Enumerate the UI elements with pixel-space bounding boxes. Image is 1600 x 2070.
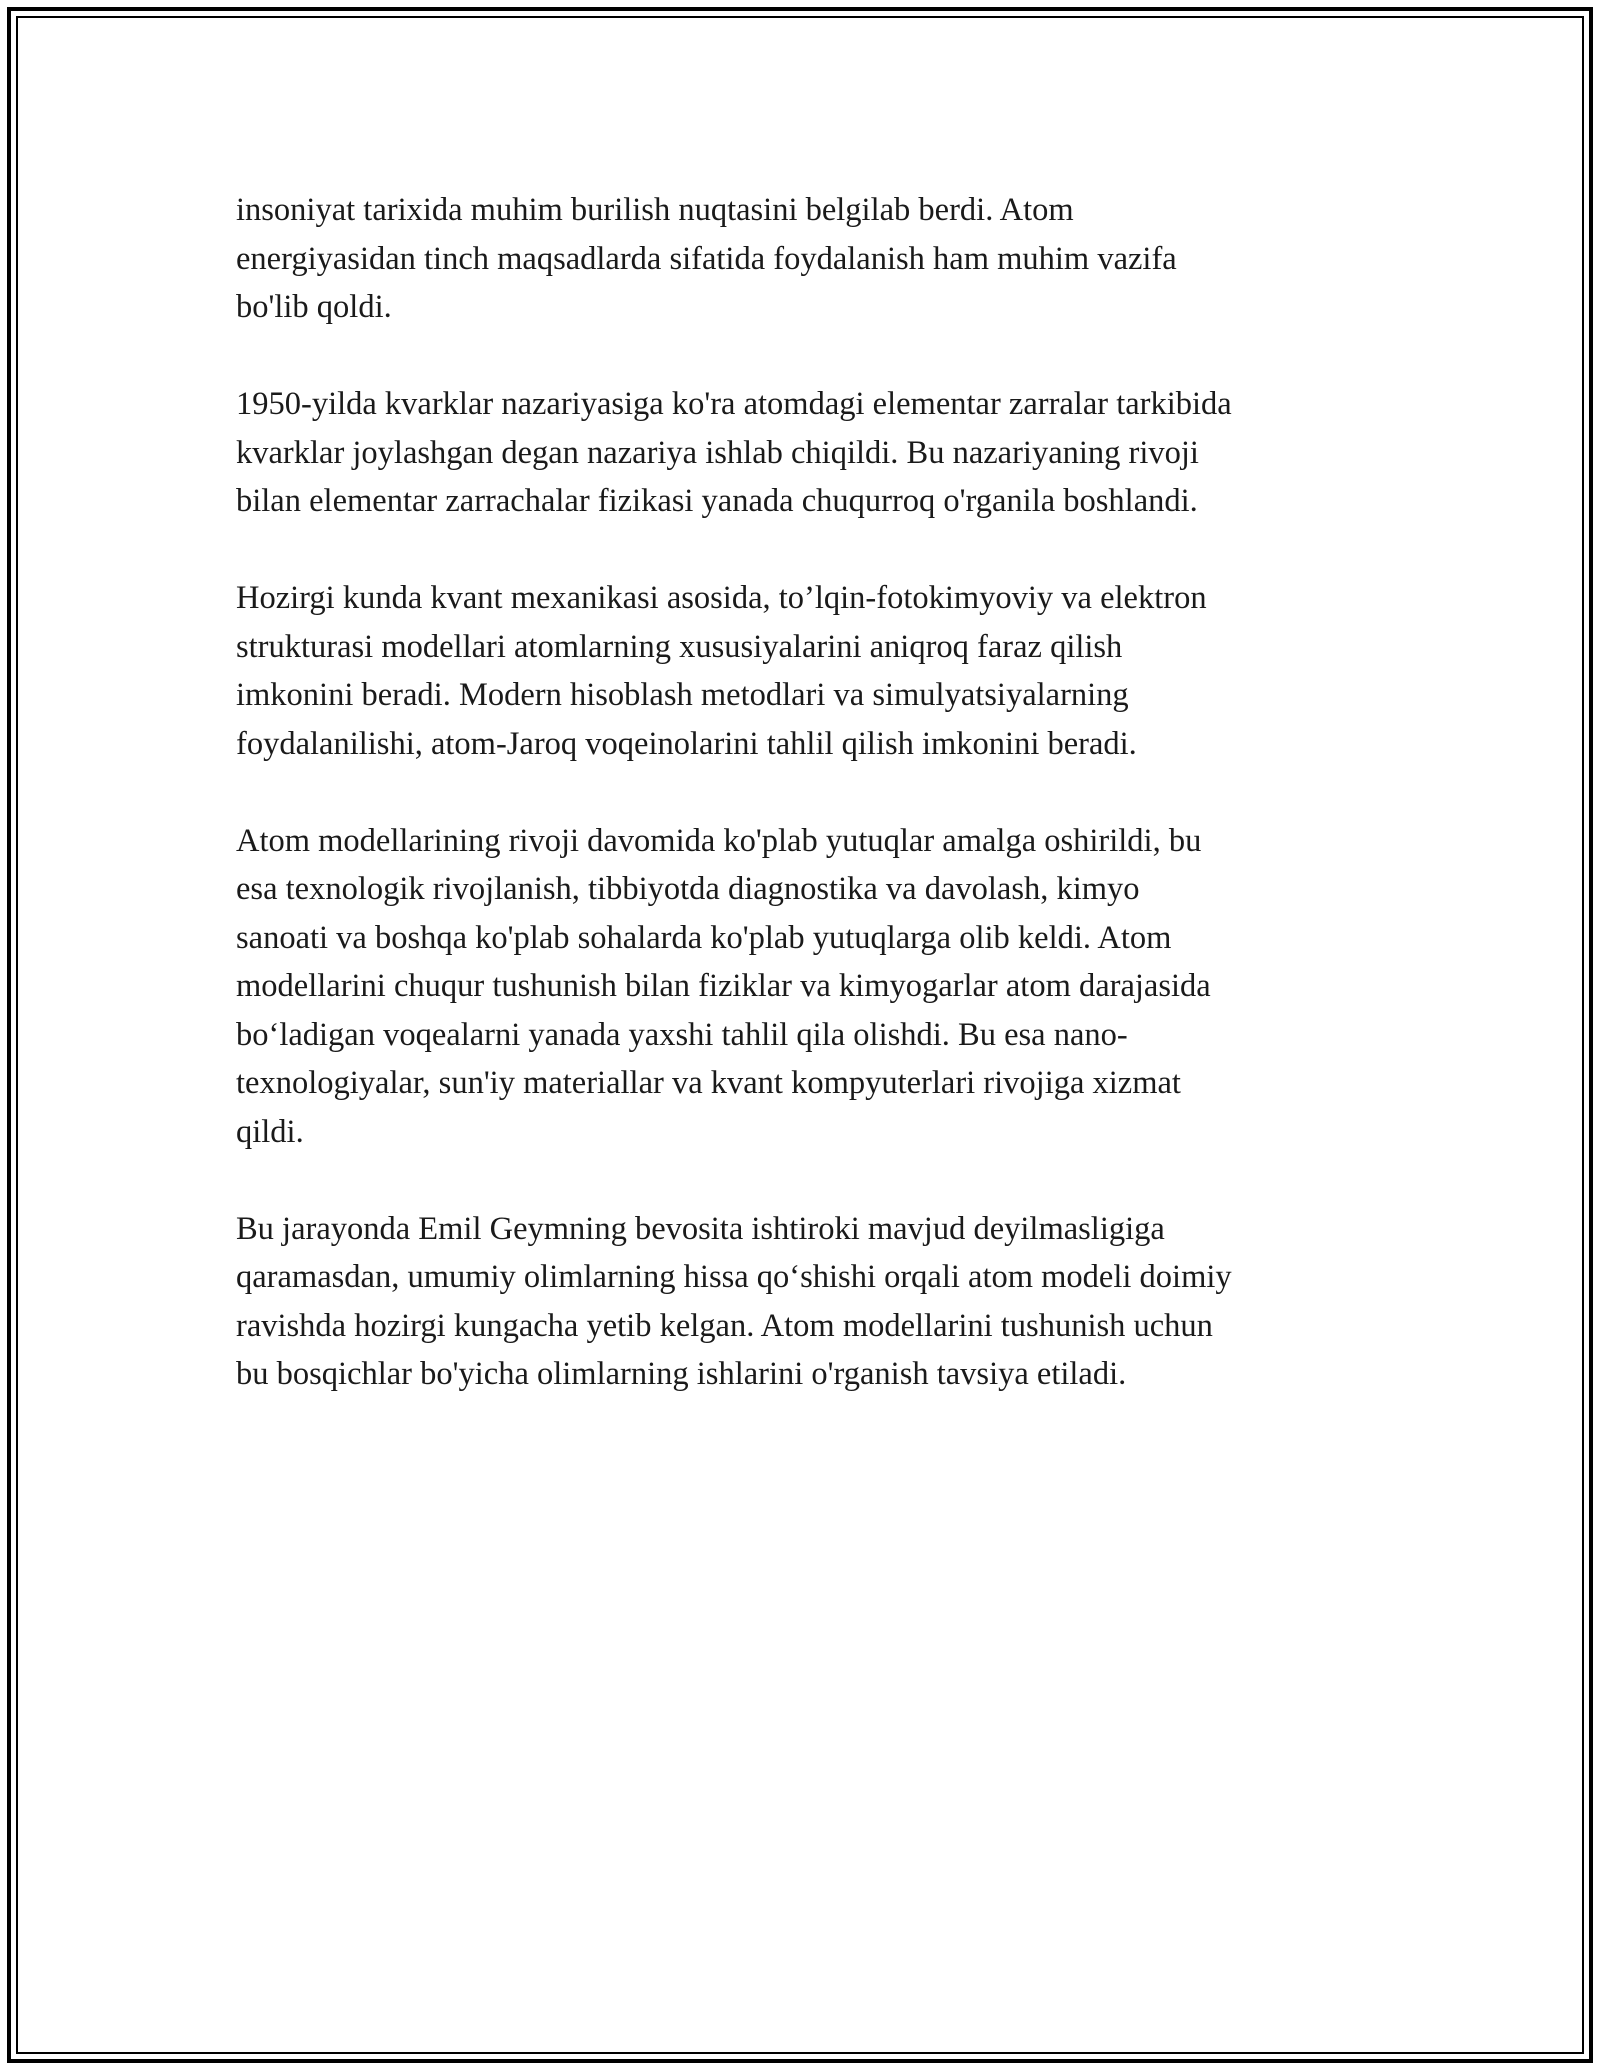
paragraph-2: 1950-yilda kvarklar nazariyasiga ko'ra atomdagi elementar zarralar tarkibida kvarklar joylashgan degan nazariya ishlab chiqildi. Bu nazariyaning rivoji bilan elementar zarrachalar fizikasi yanada chuqurroq o'rganila boshlandi.: [236, 386, 1232, 519]
paragraph-4: Atom modellarining rivoji davomida ko'plab yutuqlar amalga oshirildi, bu esa texnologik rivojlanish, tibbiyotda diagnostika va davolash, kimyo sanoati va boshqa ko'plab sohalarda ko'plab yutuqlarga olib keldi. Atom modellarini chuqur tushunish bilan fiziklar va kimyogarlar atom darajasida bo‘ladigan voqealarni yanada yaxshi tahlil qila olishdi. Bu esa nano- texnologiyalar, sun'iy materiallar va kvant kompyuterlari rivojiga xizmat qildi.: [236, 822, 1211, 1150]
paragraph-5: Bu jarayonda Emil Geymning bevosita ishtiroki mavjud deyilmasligiga qaramasdan, umumiy olimlarning hissa qo‘shishi orqali atom modeli doimiy ravishda hozirgi kungacha yetib kelgan. Atom modellarini tushunish uchun bu bosqichlar bo'yicha olimlarning ishlarini o'rganish tavsiya etiladi.: [236, 1210, 1232, 1392]
document-body: [236, 186, 1366, 1447]
paragraph-1: insoniyat tarixida muhim burilish nuqtasini belgilab berdi. Atom energiyasidan tinch maqsadlarda sifatida foydalanish ham muhim vazifa bo'lib qoldi.: [236, 192, 1177, 325]
paragraph-3: Hozirgi kunda kvant mexanikasi asosida, to’lqin-fotokimyoviy va elektron strukturasi modellari atomlarning xususiyalarini aniqroq faraz qilish imkonini beradi. Modern hisoblash metodlari va simulyatsiyalarning foydalanilishi, atom-Jaroq voqeinolarini tahlil qilish imkonini beradi.: [236, 580, 1207, 762]
